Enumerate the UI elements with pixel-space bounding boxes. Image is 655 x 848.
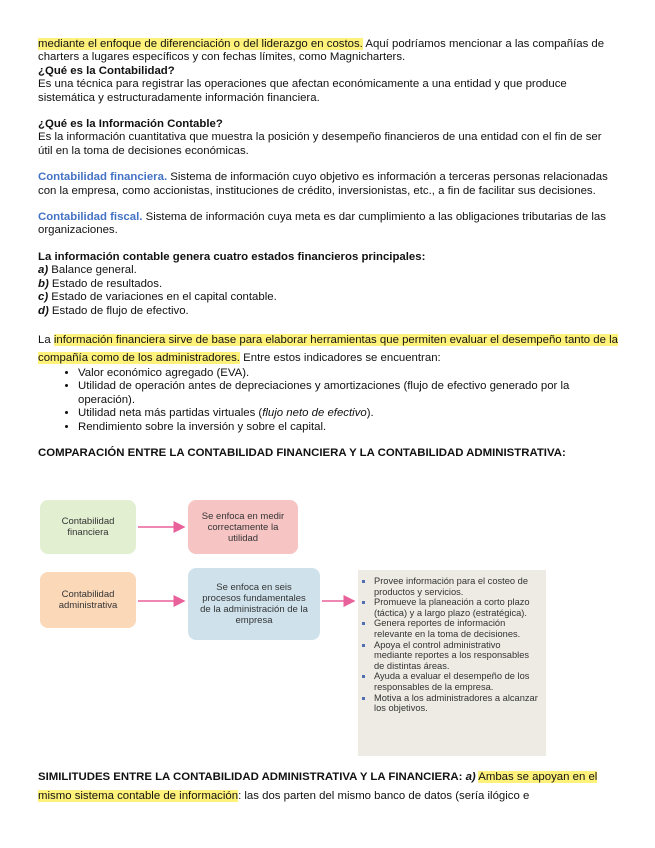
q2-heading: ¿Qué es la Información Contable? bbox=[38, 118, 223, 131]
functions-list bbox=[358, 576, 538, 714]
list-item: • Rendimiento sobre la inversión y sobre el capital. bbox=[78, 421, 618, 434]
intro-rest: Aquí podríamos mencionar a las compañías de charters a lugares específicos y con fechas límites, como Magnicharters. bbox=[38, 38, 605, 64]
cf-text: Sistema de información cuyo objetivo es información a terceras personas relacionadas con la empresa, como accionistas, instituciones de crédito, inversionistas, etc., a fin de facilitar sus decisiones. bbox=[38, 171, 608, 197]
box-administrativa-focus: Se enfoca en seis procesos fundamentales de la administración de la empresa bbox=[188, 568, 320, 640]
cfi-text: Sistema de información cuya meta es dar cumplimiento a las obligaciones tributarias de las organizaciones. bbox=[38, 211, 606, 237]
comparacion-heading: COMPARACIÓN ENTRE LA CONTABILIDAD FINANCIERA Y LA CONTABILIDAD ADMINISTRATIVA: bbox=[38, 446, 566, 459]
functions-panel bbox=[358, 570, 546, 756]
box-financiera-focus: Se enfoca en medir correctamente la utilidad bbox=[188, 500, 298, 554]
info-paragraph: La información financiera sirve de base para elaborar herramientas que permiten evaluar el desempeño tanto de la compañía como de los administradores. Entre estos indicadores se encuentran: bbox=[38, 333, 619, 364]
q1-heading: ¿Qué es la Contabilidad? bbox=[38, 64, 175, 77]
estado-item: c) Estado de variaciones en el capital contable. bbox=[38, 291, 277, 304]
list-item: ▪ Promueve la planeación a corto plazo (táctica) y a largo plazo (estratégica). bbox=[374, 597, 538, 618]
comparison-diagram bbox=[38, 498, 548, 758]
similitudes-highlight: Ambas se apoyan en el mismo sistema contable de información bbox=[38, 771, 598, 802]
similitudes-paragraph: SIMILITUDES ENTRE LA CONTABILIDAD ADMINISTRATIVA Y LA FINANCIERA: a) Ambas se apoyan en el mismo sistema contable de información: las dos parten del mismo banco de datos (sería ilógico e bbox=[38, 771, 598, 802]
list-item: ▪ Genera reportes de información relevante en la toma de decisiones. bbox=[374, 618, 538, 639]
list-item: ▪ Apoya el control administrativo mediante reportes a los responsables de distintas áreas. bbox=[374, 640, 538, 672]
cf-term: Contabilidad financiera. bbox=[38, 171, 168, 184]
list-item: ▪ Provee información para el costeo de productos y servicios. bbox=[374, 576, 538, 597]
similitudes-heading: SIMILITUDES ENTRE LA CONTABILIDAD ADMINISTRATIVA Y LA FINANCIERA: bbox=[38, 771, 463, 783]
cfi-term: Contabilidad fiscal. bbox=[38, 211, 143, 224]
estado-item: d) Estado de flujo de efectivo. bbox=[38, 304, 189, 317]
q2-text: Es la información cuantitativa que muestra la posición y desempeño financieros de una entidad con el fin de ser útil en la toma de decisiones económicas. bbox=[38, 131, 602, 157]
estado-item: b) Estado de resultados. bbox=[38, 277, 163, 290]
estado-item: a) Balance general. bbox=[38, 264, 137, 277]
list-item: ▪ Ayuda a evaluar el desempeño de los responsables de la empresa. bbox=[374, 671, 538, 692]
cf-paragraph bbox=[38, 171, 618, 198]
intro-highlight: mediante el enfoque de diferenciación o del liderazgo en costos. bbox=[38, 38, 363, 50]
list-item: • Utilidad de operación antes de depreciaciones y amortizaciones (flujo de efectivo generado por la operación). bbox=[78, 380, 618, 407]
box-financiera: Contabilidad financiera bbox=[40, 500, 136, 554]
q1-text: Es una técnica para registrar las operaciones que afectan económicamente a una entidad y que produce sistemática y estructuradamente información financiera. bbox=[38, 78, 567, 104]
document-page bbox=[38, 38, 618, 460]
estados-heading: La información contable genera cuatro estados financieros principales: bbox=[38, 250, 426, 263]
list-item: • Utilidad neta más partidas virtuales (flujo neto de efectivo). bbox=[78, 407, 618, 420]
indicator-list bbox=[38, 367, 618, 434]
intro-paragraph bbox=[38, 38, 618, 65]
list-item: ▪ Motiva a los administradores a alcanzar los objetivos. bbox=[374, 693, 538, 714]
cfi-paragraph bbox=[38, 211, 618, 238]
info-highlight: información financiera sirve de base para elaborar herramientas que permiten evaluar el desempeño tanto de la compañía como de los administradores. bbox=[38, 333, 619, 364]
list-item: • Valor económico agregado (EVA). bbox=[78, 367, 618, 380]
box-administrativa: Contabilidad administrativa bbox=[40, 572, 136, 628]
